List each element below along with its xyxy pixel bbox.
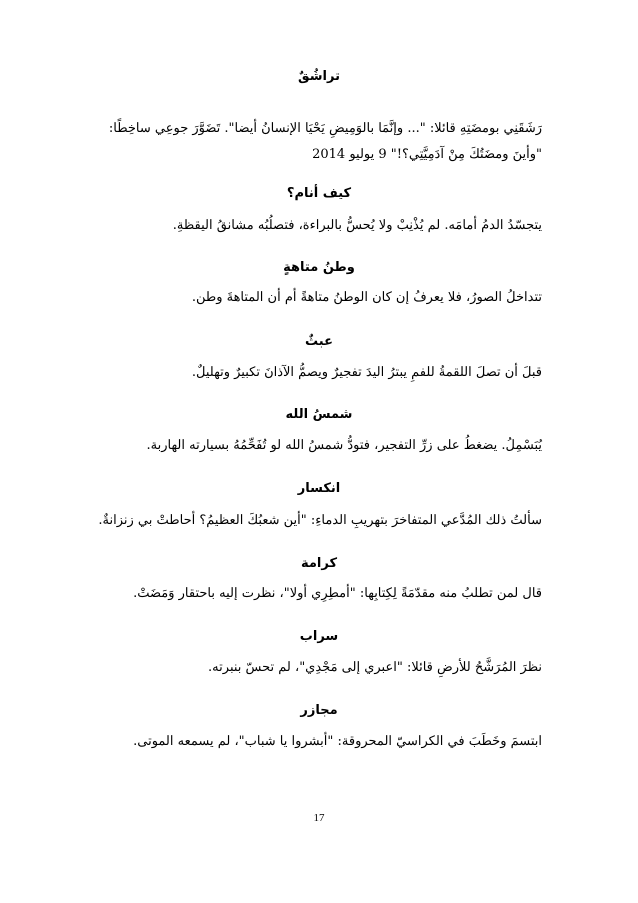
section-body-5-line-1: يُبَسْمِلُ. يضغطُ على زرِّ التفجير، فتودُّ شمسُ الله لو تُفَحِّمُهُ بسيارته الهاربة.: [146, 438, 542, 453]
section-title-8: سراب: [299, 629, 339, 644]
section-body-6: [96, 508, 542, 534]
section-body-2-line-1: يتجسّدُ الدمُ أمامَه. لم يُذْنِبْ ولا يُحسُّ بالبراءة، فتصلُبُه مشانقُ اليقظةِ.: [172, 218, 542, 233]
section-body-1: [96, 116, 542, 168]
section-title-5: شمسُ الله: [285, 407, 353, 422]
section-title-4: عبثٌ: [305, 334, 333, 349]
section-title-3: وطنُ متاهةٍ: [283, 260, 355, 275]
section-body-8: [96, 655, 542, 681]
section-body-7-line-1: قال لمن تطلبُ منه مقدّمَةً لِكِتابِها: "أمطِرِي أولا"، نظرت إليه باحتقار وَمَضَتْ.: [133, 586, 542, 601]
section-title-2: كيف أنام؟: [286, 186, 352, 201]
section-title-9: مجازر: [300, 703, 338, 718]
section-body-9-line-1: ابتسمَ وخَطَبَ في الكراسيّ المحروقة: "أبشروا يا شباب"، لم يسمعه الموتى.: [133, 734, 542, 749]
section-body-1-line-1: رَشَقَنِي بومضَتِهِ قائلا: "... وإنَّمَا بالوَمِيضِ يَحْيَا الإنسانُ أيضا". تَضَوَّرَ جوعِي ساخِطًا:: [108, 121, 542, 136]
section-body-4-line-1: قبلَ أن تصلَ اللقمةُ للفمِ يبترُ اليدَ تفجيرٌ ويصمُّ الآذانَ تكبيرٌ وتهليلٌ.: [191, 365, 542, 380]
page-number: 17: [313, 812, 325, 824]
section-body-2: [96, 213, 542, 239]
section-title-7: كرامة: [300, 556, 338, 571]
section-body-6-line-1: سألتُ ذلك المُدَّعي المتفاخرَ بتهريبِ الدماءِ: "أين شعبُكَ العظيمُ؟ أحاطتْ بي زنزانةٌ.: [98, 513, 542, 528]
section-body-9: [96, 729, 542, 755]
section-body-8-line-1: نظرَ المُرَشَّحُ للأرضِ قائلا: "اعبري إلى مَجْدِي"، لم تحسّ بنبرته.: [208, 660, 542, 675]
section-body-5: [96, 433, 542, 459]
section-body-3-line-1: تتداخلُ الصورُ، فلا يعرفُ إن كان الوطنُ متاهةً أم أن المتاهةَ وطن.: [191, 290, 542, 305]
section-body-1-line-2: "وأينَ ومضَتُكَ مِنْ آدَمِيَّتِي؟!" 9 يوليو 2014: [312, 147, 542, 162]
section-body-4: [96, 360, 542, 386]
section-body-3: [96, 285, 542, 311]
section-title-6: انكسار: [297, 481, 341, 496]
section-body-7: [96, 581, 542, 607]
section-title-1: تراشُقٌ: [298, 69, 340, 84]
